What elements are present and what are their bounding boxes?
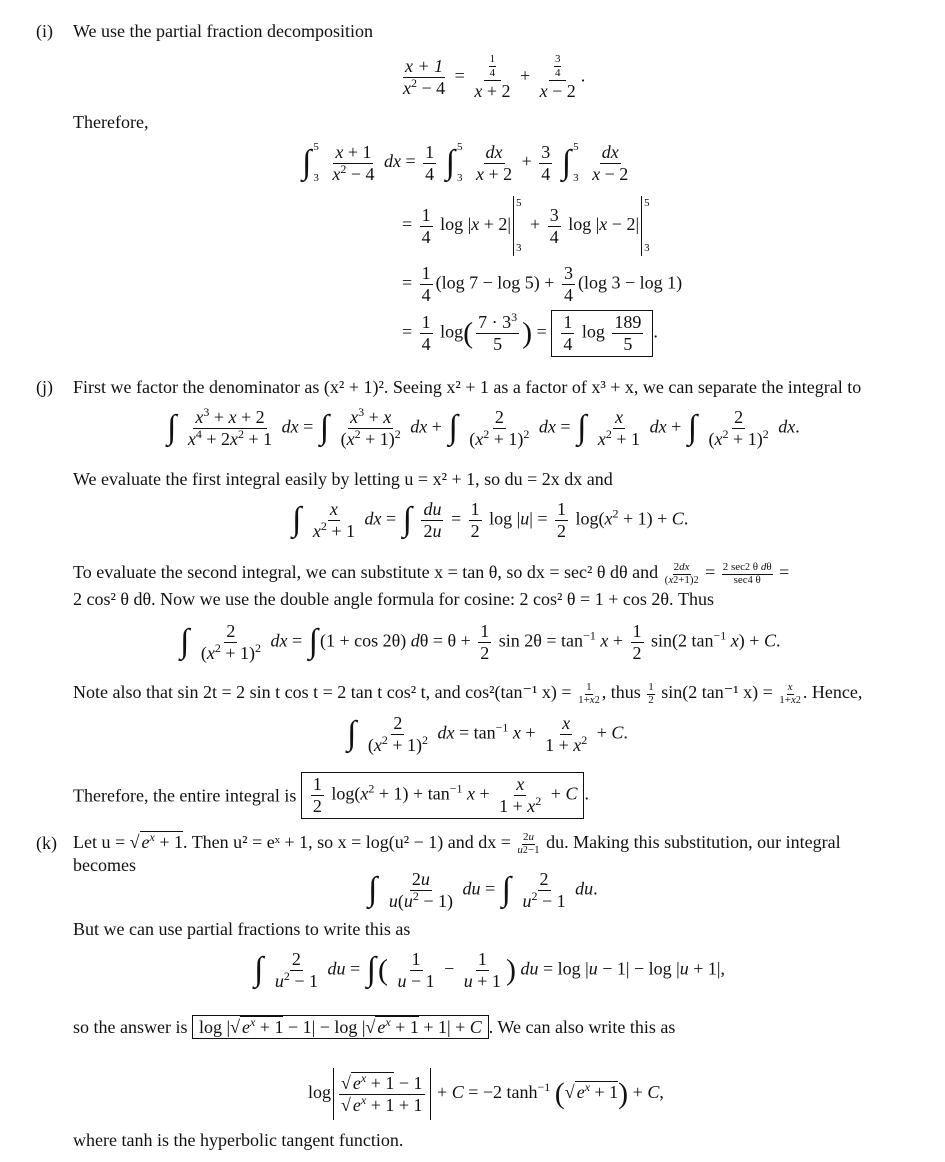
j-answer-box: $\frac{1}{2}$ $\log(x^2 + 1) + \tan^{-1} x$ + $\frac{x}{1 + x^2}$ + C xyxy=(301,772,585,819)
i-intro: We use the partial fraction decomposition xyxy=(73,21,373,41)
j-note: Note also that sin 2t = 2 sin t cos t = 2 tan t cos² t, and cos²(tan⁻¹ x) = $\frac{1}{1+x2}$ , thus $\frac{1}{2}$ sin(2 tan⁻¹ x) = $\frac{x}{1+x2}$ . Hence, xyxy=(73,681,863,706)
part-label-j: (j) xyxy=(36,377,53,397)
k-becomes: becomes xyxy=(73,855,136,875)
j-second-integral: ∫ $\frac{2}{(x^2 + 1)^2}$ dx = ∫ (1 + cos 2θ) dθ = θ + $\frac{1}{2}$ $\sin 2\theta = \tan^{-1} x$ + $\frac{1}{2}$ sin(2 $\tan^{-1} x) + C$. xyxy=(180,621,781,663)
i-decomposition: $\frac{x + 1}{x^2 - 4}$ = $\frac{\frac{1}{4}}{x + 2}$ + $\frac{\frac{3}{4}}{x - 2}$ . xyxy=(403,53,586,102)
k-tanh-form: log $\frac{√ e^x + 1 - 1}{√ e^x + 1 + 1}$ + C = −2 $\tanh^{-1}$ (√ $e^x + 1) + C$, xyxy=(308,1068,664,1120)
part-label-i: (i) xyxy=(36,21,53,41)
k-substituted-integral: ∫ $\frac{2u}{u(u^2 - 1)}$ du = ∫ $\frac{2}{u^2 - 1}$ du. xyxy=(368,869,598,911)
j-second-line1: To evaluate the second integral, we can substitute x = tan θ, so dx = sec² θ dθ and $\frac{2dx}{(x2+1)2}$ = 2 sec2 θ dθ sec4 θ = xyxy=(73,561,790,586)
j-entire: Therefore, the entire integral is $\frac{1}{2}$ $\log(x^2 + 1) + \tan^{-1} x$ + $\frac{x}{1 + x^2}$ + C . xyxy=(73,772,589,819)
i-answer-box: $\frac{1}{4}$ log $\frac{189}{5}$ xyxy=(551,310,653,357)
j-second-line2: 2 cos² θ dθ. Now we use the double angle formula for cosine: 2 cos² θ = 1 + cos 2θ. Thus xyxy=(73,589,714,609)
i-integral-line3: = $\frac{1}{4}$ (log 7 − log 5) + $\frac{3}{4}$ (log 3 − log 1) xyxy=(402,263,683,305)
j-separation: ∫ $\frac{x^3 + x + 2}{x^4 + 2x^2 + 1}$ dx = ∫ $\frac{x^3 + x}{(x^2 + 1)^2}$ dx + ∫ $\frac{2}{(x^2 + 1)^2}$ dx = ∫ $\frac{x}{x^2 + 1}$ dx + ∫ $\frac{2}{(x^2 + 1)^2}$ dx. xyxy=(167,405,800,449)
j-hence-integral: ∫ $\frac{2}{(x^2 + 1)^2}$ dx = $\tan^{-1} x$ + $\frac{x}{1 + x^2}$ + C. xyxy=(347,713,628,755)
part-label-k: (k) xyxy=(36,833,57,853)
k-intro: Let u = √ $e^x + 1$. Then u² = eˣ + 1, so x = log(u² − 1) and dx = $\frac{2u}{u2-1}$ du. Making this substitution, our integral xyxy=(73,830,841,856)
k-where: where tanh is the hyperbolic tangent function. xyxy=(73,1130,404,1150)
k-partial-integral: ∫ $\frac{2}{u^2 - 1}$ du = ∫( $\frac{1}{u - 1}$ − $\frac{1}{u + 1}$ ) du = log |u − 1| − log |u + 1|, xyxy=(254,949,725,991)
i-integral-line4: = $\frac{1}{4}$ log( $\frac{7 \cdot 3^3}{5}$ ) = $\frac{1}{4}$ log $\frac{189}{5}$ . xyxy=(402,310,658,357)
j-first-integral: ∫ $\frac{x}{x^2 + 1}$ dx = ∫ $\frac{du}{2u}$ = $\frac{1}{2}$ log |u| = $\frac{1}{2}$ $\log(x^2 + 1) + C$. xyxy=(292,499,689,541)
k-answer-box: log |√ $e^x + 1 - 1| - \log$ |√ $e^x + 1 + 1| + C$ xyxy=(192,1015,489,1039)
i-therefore: Therefore, xyxy=(73,112,149,132)
i-integral-line1: ∫ 5 3 $\frac{x + 1}{x^2 - 4}$ dx = $\frac{1}{4}$ ∫ 5 3 $\frac{dx}{x + 2}$ + $\frac{3}{4}$ ∫ 5 3 $\frac{dx}{x - 2}$ xyxy=(302,141,629,184)
j-first-eval: We evaluate the first integral easily by letting u = x² + 1, so du = 2x dx and xyxy=(73,469,613,489)
j-intro: First we factor the denominator as (x² + 1)². Seeing x² + 1 as a factor of x³ + x, we can separate the integral to xyxy=(73,377,862,397)
i-integral-line2: = $\frac{1}{4}$ log |x + 2| 5 3 + $\frac{3}{4}$ log |x − 2| 5 3 xyxy=(402,197,650,254)
k-answer: so the answer is log |√ $e^x + 1 - 1| - \log$ |√ $e^x + 1 + 1| + C$ . We can also write this as xyxy=(73,1015,676,1037)
k-partial: But we can use partial fractions to write this as xyxy=(73,919,411,939)
